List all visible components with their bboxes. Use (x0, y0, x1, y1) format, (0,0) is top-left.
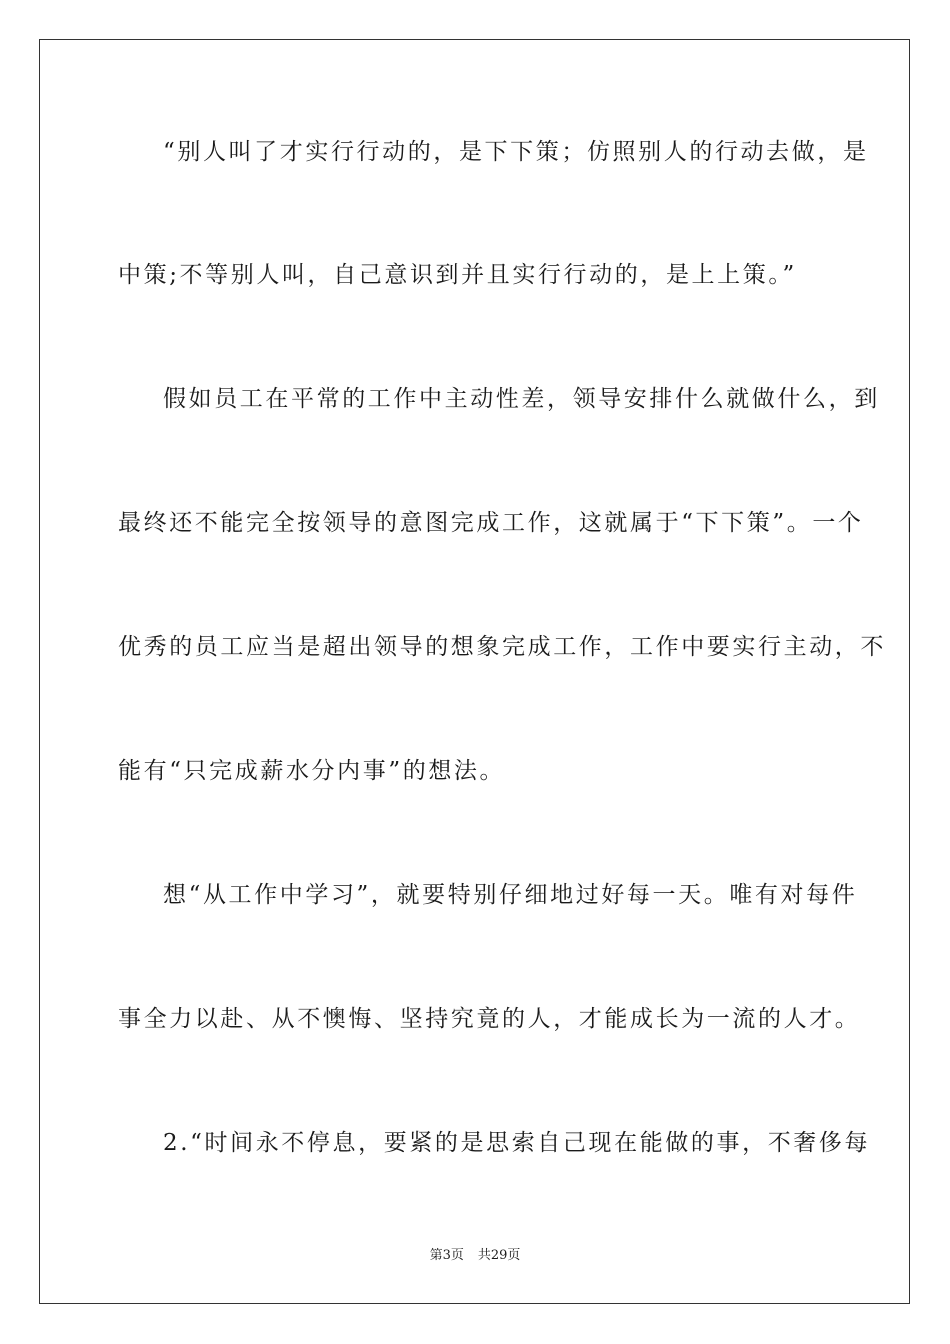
paragraph-line-2: 中策;不等别人叫，自己意识到并且实行行动的，是上上策。” (118, 262, 797, 288)
paragraph-line-6: 能有“只完成薪水分内事”的想法。 (118, 758, 506, 784)
page-number: 第3页 (429, 1248, 464, 1263)
page-frame (39, 39, 910, 1304)
paragraph-line-4: 最终还不能完全按领导的意图完成工作，这就属于“下下策”。一个 (118, 510, 864, 536)
paragraph-line-9: 2.“时间永不停息，要紧的是思索自己现在能做的事，不奢侈每 (163, 1130, 871, 1156)
paragraph-line-7: 想“从工作中学习”，就要特别仔细地过好每一天。唯有对每件 (163, 882, 858, 908)
page-footer (0, 1247, 950, 1265)
paragraph-line-1: “别人叫了才实行行动的，是下下策；仿照别人的行动去做，是 (163, 139, 869, 165)
total-pages: 共29页 (477, 1248, 521, 1263)
paragraph-line-8: 事全力以赴、从不懊悔、坚持究竟的人，才能成长为一流的人才。 (118, 1006, 861, 1032)
paragraph-line-5: 优秀的员工应当是超出领导的想象完成工作，工作中要实行主动，不 (118, 634, 886, 660)
paragraph-line-3: 假如员工在平常的工作中主动性差，领导安排什么就做什么，到 (163, 386, 880, 412)
